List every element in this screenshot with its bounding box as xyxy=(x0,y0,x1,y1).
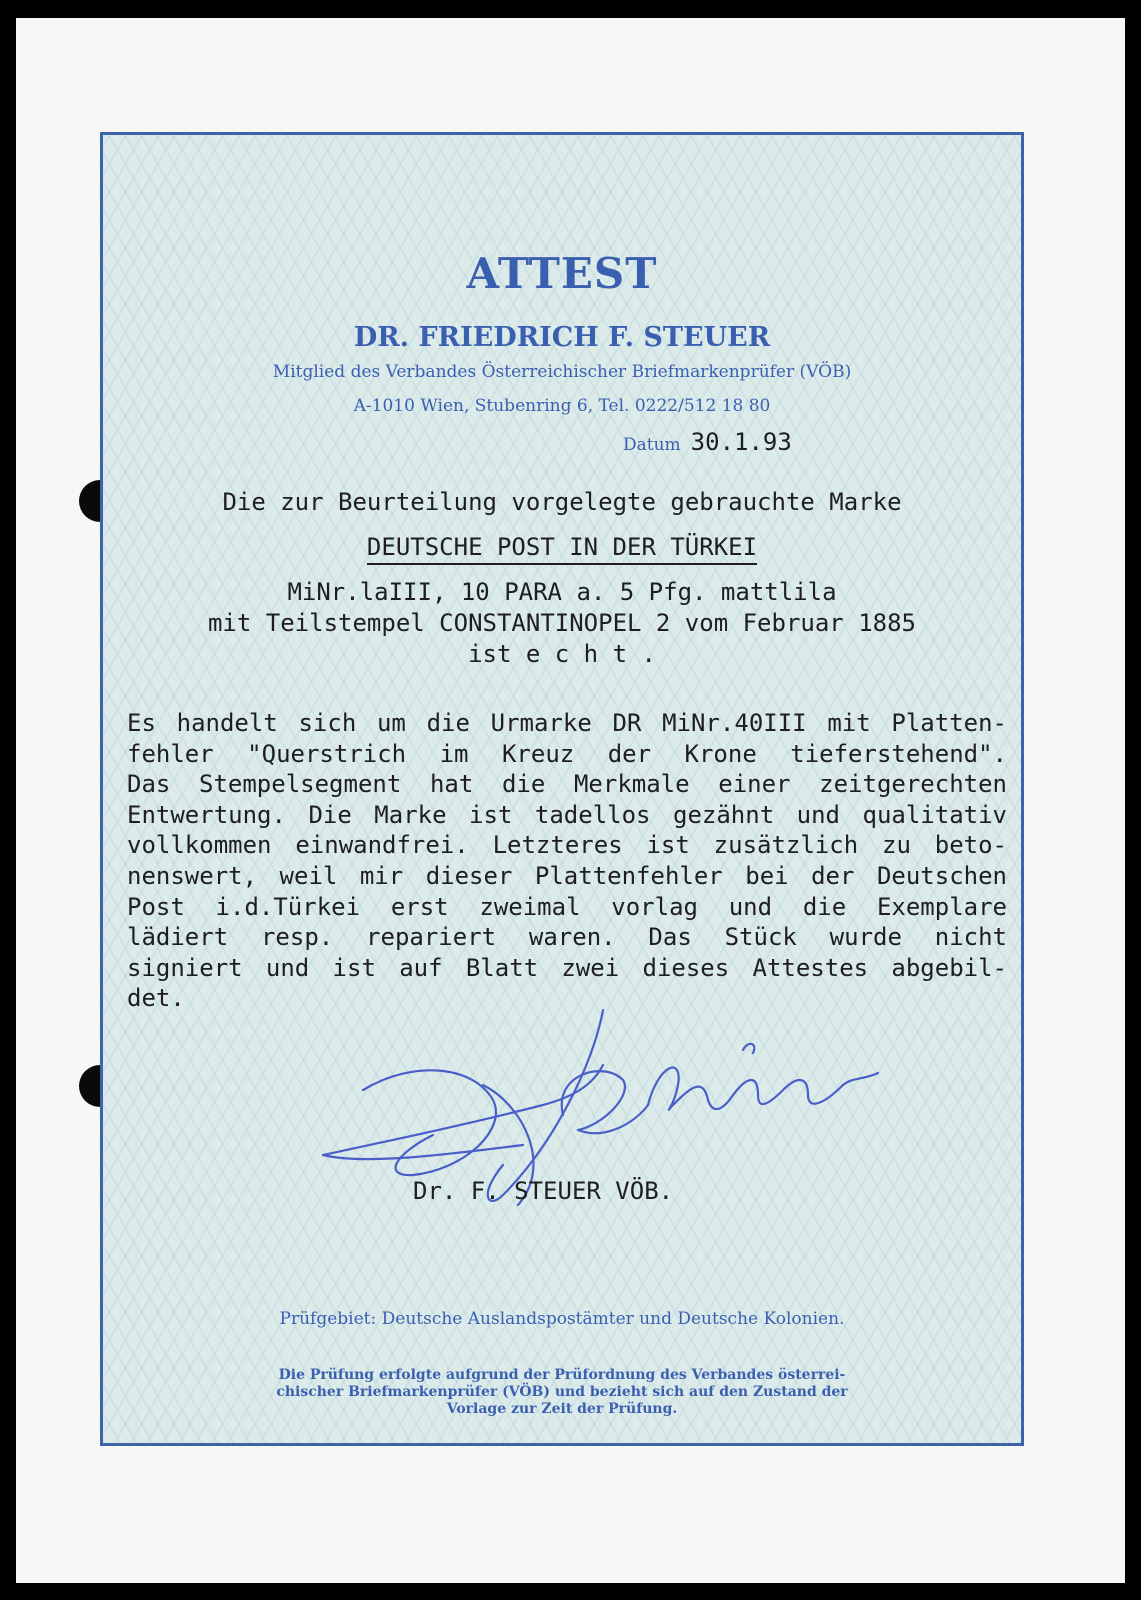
body-line: Post i.d.Türkei erst zweimal vorlag und die Exemplare xyxy=(127,892,1007,921)
membership-line: Mitglied des Verbandes Österreichischer Briefmarkenprüfer (VÖB) xyxy=(272,362,852,382)
country-heading xyxy=(103,533,1021,561)
body-line: lädiert resp. repariert waren. Das Stück wurde nicht xyxy=(127,923,1007,952)
date-field xyxy=(623,428,792,456)
examiner-name: DR. FRIEDRICH F. STEUER xyxy=(353,322,771,353)
body-line: det. xyxy=(127,984,185,1013)
body-line: Entwertung. Die Marke ist tadellos gezähnt und qualitativ xyxy=(127,800,1007,829)
body-line: nenswert, weil mir dieser Plattenfehler bei der Deutschen xyxy=(127,861,1007,890)
signer-name: Dr. F. STEUER VÖB. xyxy=(413,1177,674,1205)
certificate-sheet xyxy=(16,18,1125,1583)
statement-intro: Die zur Beurteilung vorgelegte gebrauchte Marke xyxy=(222,488,902,516)
body-line: Das Stempelsegment hat die Merkmale einer zeitgerechten xyxy=(127,770,1007,799)
disclaimer-line: chischer Briefmarkenprüfer (VÖB) und bezieht sich auf den Zustand der xyxy=(276,1384,848,1400)
disclaimer xyxy=(103,1367,1021,1418)
disclaimer-line: Die Prüfung erfolgte aufgrund der Prüfordnung des Verbandes österrei- xyxy=(278,1367,846,1383)
examination-scope: Prüfgebiet: Deutsche Auslandspostämter und Deutsche Kolonien. xyxy=(279,1309,845,1329)
body-line: Es handelt sich um die Urmarke DR MiNr.40III mit Platten- xyxy=(127,709,1007,737)
address-line: A-1010 Wien, Stubenring 6, Tel. 0222/512 18 80 xyxy=(353,396,771,416)
stamp-line: mit Teilstempel CONSTANTINOPEL 2 vom Februar 1885 xyxy=(207,609,916,637)
date-value: 30.1.93 xyxy=(690,428,792,456)
body-line: signiert und ist auf Blatt zwei dieses Attestes abgebil- xyxy=(127,953,1007,982)
disclaimer-line: Vorlage zur Zeit der Prüfung. xyxy=(446,1401,678,1417)
verdict-line: ist e c h t . xyxy=(468,640,656,668)
body-line: fehler "Querstrich im Kreuz der Krone tieferstehend". xyxy=(127,739,1007,768)
date-label: Datum xyxy=(623,435,681,455)
certificate-frame xyxy=(100,132,1024,1446)
stamp-description xyxy=(103,577,1021,670)
stamp-line: MiNr.laIII, 10 PARA a. 5 Pfg. mattlila xyxy=(287,578,837,606)
country-text: DEUTSCHE POST IN DER TÜRKEI xyxy=(367,533,757,565)
certificate-body xyxy=(127,708,1007,1014)
body-line: vollkommen einwandfrei. Letzteres ist zusätzlich zu beto- xyxy=(127,831,1007,860)
certificate-title: ATTEST xyxy=(466,249,658,298)
